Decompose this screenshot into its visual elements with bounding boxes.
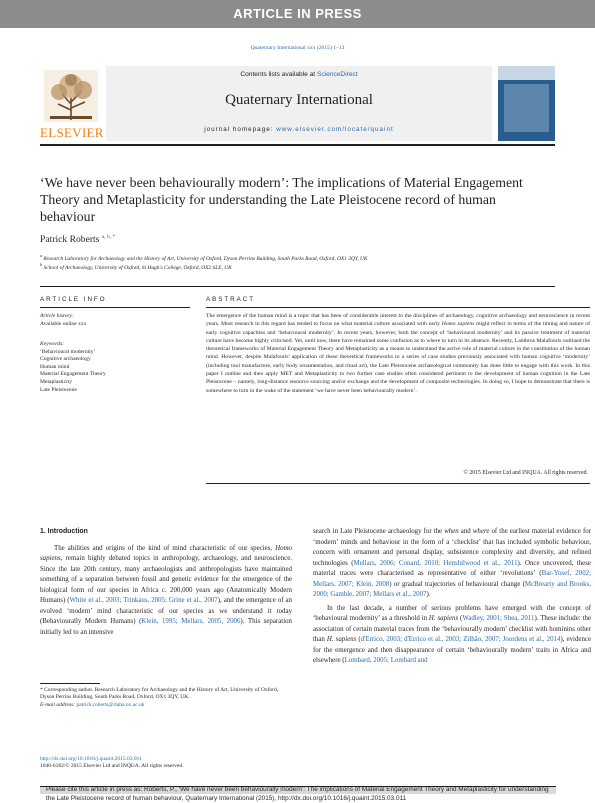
footnote-email-line <box>40 702 292 709</box>
abstract-rule <box>206 307 590 308</box>
elsevier-tree-icon <box>44 70 98 122</box>
keywords-block <box>40 341 106 394</box>
cover-artwork <box>504 84 549 132</box>
history-value: Available online xxx <box>40 320 87 327</box>
affiliation-b-text: School of Archaeology, University of Oxford, St Hugh's College, Oxford, OX2 6LE, UK <box>43 264 232 271</box>
affiliation-a <box>40 253 560 262</box>
abstract-part: might reflect in terms of the timing and nature of early cognitive capacities and ‘behavioural modernity’. In recent years, however, both the concept of ‘behavioural modernity’ and its passive treatment of material culture have become highly criticised. Yet, until now, there have remained some confusion as to where to turn in its absence. Recently, Lambros Malafouris outlined the theoretical frameworks of Material Engagement Theory and Metaplasticity as a means to understand the active role of material culture in the constitution of the human mind. However, despite Malafouris' application of these theoretical frameworks to a series of case studies previously associated with human cognitive ‘modernity’ (including tool manufacture, early body ornamentation, and ritual art), the Late Pleistocene archaeological community has done little to engage with this work. In this paper I outline and then apply MET and Metaplasticity to two further case studies often considered pertinent to the development of human cognition in the Late Pleistocene – namely, long-distance resource sourcing and/or exchange and the development of composite technologies. In doing so, I hope to demonstrate that there is somewhere to turn in the wake of the statement ‘we have never been behaviourally modern’. <box>206 321 590 394</box>
keyword-item: Metaplasticity <box>40 378 73 385</box>
affiliation-a-text: Research Laboratory for Archaeology and the History of Art, University of Oxford, Dyson Perrins Building, South Parks Road, Oxford, OX1 3QY, UK <box>43 255 368 262</box>
body-paragraph <box>313 604 591 667</box>
article-info-rule <box>40 307 190 308</box>
keyword-item: Cognitive archaeology <box>40 356 91 363</box>
body-text: ) or gradual trajectories of behavioural change ( <box>389 580 525 588</box>
doi-link[interactable]: http://dx.doi.org/10.1016/j.quaint.2015.03.011 <box>40 756 142 762</box>
abstract-heading: ABSTRACT <box>206 296 256 303</box>
homepage-prefix: journal homepage: <box>204 126 274 133</box>
body-text: ). Once uncovered, these material traces were characterised as representative of either ‘revolutions’ ( <box>313 559 591 577</box>
abstract-species: Homo sapiens <box>441 321 475 328</box>
citation-link[interactable]: Klein, 1995; Mellars, 2005, 2006 <box>141 618 241 625</box>
body-text: ), evidence for the emergence and then disappearance of certain ‘behaviourally modern’ traits in Africa and elsewhere ( <box>313 636 592 664</box>
keyword-item: ‘Behavioural modernity’ <box>40 348 96 355</box>
affiliation-a-mark: a <box>40 253 42 258</box>
header-divider <box>40 286 555 287</box>
body-text: , remain highly debated topics in anthropology, archaeology, and neuroscience. Since the late 20th century, many archaeologists and anthropologists have maintained something of a separation between fossil and genetic evidence for the emergence of the biological form of our species in Africa c. 200,000 years ago (Anatomically Modern Humans) ( <box>40 555 292 604</box>
journal-name: Quaternary International <box>225 92 373 108</box>
body-em: when <box>444 528 459 535</box>
body-em: H. sapiens <box>428 615 459 622</box>
masthead-center-panel <box>106 66 492 141</box>
abstract-bottom-rule <box>206 483 590 484</box>
body-text: The abilities and origins of the kind of mind characteristic of our species, <box>54 544 276 552</box>
body-column-left <box>40 527 292 641</box>
affiliation-b <box>40 262 560 271</box>
body-text: ). <box>426 591 431 598</box>
body-text: search in Late Pleistocene archaeology for the <box>313 528 445 535</box>
homepage-url-link[interactable]: www.elsevier.com/locate/quaint <box>276 126 394 133</box>
footnote-divider <box>40 683 100 684</box>
body-text: ), and the emergence of an evolved ‘modern’ mind characteristic of our species as we understand it today (Behaviourally Modern Humans) ( <box>40 597 292 625</box>
abstract-copyright: © 2015 Elsevier Ltd and INQUA. All rights reserved. <box>463 470 588 476</box>
citation-link[interactable]: Lombard, 2005; Lombard and <box>344 657 428 664</box>
body-text: ). These include: the association of certain material traces from the ‘behaviourally modern’ checklist with hominins other than <box>313 615 591 643</box>
author-name: Patrick Roberts <box>40 234 100 246</box>
article-title: ‘We have never been behaviourally modern’: The implications of Material Engagement Theory and Metaplasticity for understanding the Late Pleistocene record of human behaviour <box>40 175 523 225</box>
citation-link[interactable]: Wadley, 2001; Shea, 2011 <box>462 615 535 622</box>
author-email-link[interactable]: patrick.roberts@rlaha.ox.ac.uk <box>76 701 145 708</box>
elsevier-wordmark: ELSEVIER <box>40 125 104 140</box>
body-text: ). This separation initially led to an intensive <box>40 618 293 636</box>
corresponding-author-footnote <box>40 687 292 709</box>
body-paragraph <box>313 527 591 601</box>
body-text: ( <box>356 636 361 643</box>
abstract-text <box>206 312 590 395</box>
body-em: Homo sapiens <box>40 544 292 562</box>
issn-copyright: 1040-6182/© 2015 Elsevier Ltd and INQUA. All rights reserved. <box>40 763 184 770</box>
article-history <box>40 313 87 328</box>
cover-header-band <box>498 66 555 80</box>
sciencedirect-link[interactable]: ScienceDirect <box>316 71 358 78</box>
contents-prefix: Contents lists available at <box>240 71 316 78</box>
keyword-item: Human mind <box>40 363 70 370</box>
keyword-item: Late Pleistocene <box>40 386 77 393</box>
elsevier-logo[interactable] <box>40 66 102 141</box>
email-label: E-mail address: <box>40 701 76 708</box>
keyword-item: Material Engagement Theory <box>40 371 106 378</box>
masthead-divider <box>40 144 555 146</box>
journal-masthead <box>40 66 555 141</box>
citation-link[interactable]: McBrearty and Brooks, 2000; Gamble, 2007; Mellars et al., 2007 <box>313 580 591 598</box>
contents-available-line <box>106 71 492 78</box>
keywords-label: Keywords: <box>40 341 65 347</box>
body-paragraph <box>40 544 292 639</box>
citation-link[interactable]: Bar-Yosef, 2002; Mellars, 2007; Klein, 2008 <box>313 570 591 588</box>
body-em: H. sapiens <box>326 636 357 643</box>
cite-this-article-text: Please cite this article in press as: Roberts, P., ‘We have never been behaviourally modern’: The implications of Material Engagement Theory and Metaplasticity for understanding the Late Pleistocene record of human behaviour, Quaternary International (2015), http://dx.doi.org/10.1016/j.quaint.2015.03.011 <box>46 786 549 802</box>
cite-this-article-box <box>40 786 556 802</box>
body-text: of the earliest material evidence for ‘modern’ minds and behaviour in the form of a ‘checklist’ that has included symbolic behaviour, concern with ornament and personal display, subsistence complexity and diversity, and refined technologies ( <box>313 528 591 567</box>
section-heading-introduction: 1. Introduction <box>40 528 88 535</box>
citation-link[interactable]: d'Errico, 2003; d'Errico et al., 2003; Zilhão, 2007; Joordens et al., 2014 <box>360 636 561 643</box>
body-text: In the last decade, a number of serious problems have emerged with the concept of ‘behavioural modernity’ as a threshold in <box>313 604 591 622</box>
body-column-right <box>313 527 591 670</box>
body-text: and <box>458 528 473 535</box>
citation-link[interactable]: White et al., 2003; Trinkaus, 2005; Grine et al., 2007 <box>69 597 218 604</box>
body-text: ( <box>458 615 463 622</box>
journal-citation-link[interactable]: Quaternary International xxx (2015) 1–13 <box>250 45 345 51</box>
journal-cover-image[interactable] <box>498 66 555 141</box>
footnote-corresponding: * Corresponding author. Research Laboratory for Archaeology and the History of Art, University of Oxford, Dyson Perrins Building, South Parks Road, Oxford, OX1 3QY, UK. <box>40 687 279 701</box>
article-in-press-banner: ARTICLE IN PRESS <box>0 0 595 28</box>
article-info-heading: ARTICLE INFO <box>40 296 107 303</box>
doi-block <box>40 756 184 771</box>
author-affiliation-marks[interactable]: a, b, * <box>101 234 116 240</box>
body-em: where <box>472 528 490 535</box>
history-label: Article history: <box>40 313 75 319</box>
abstract-part: The emergence of the human mind is a topic that has been of considerable interest to the disciplines of archaeology, cognitive archaeology and neuroscience in recent years. Most research in this regard has tended to focus on what material culture associated with early <box>206 313 590 328</box>
citation-link[interactable]: Mellars, 2006; Conard, 2010; Henshilwood et al., 2011 <box>353 559 518 567</box>
affiliation-b-mark: b <box>40 262 43 267</box>
journal-homepage-line <box>106 126 492 133</box>
author-line <box>40 234 115 245</box>
